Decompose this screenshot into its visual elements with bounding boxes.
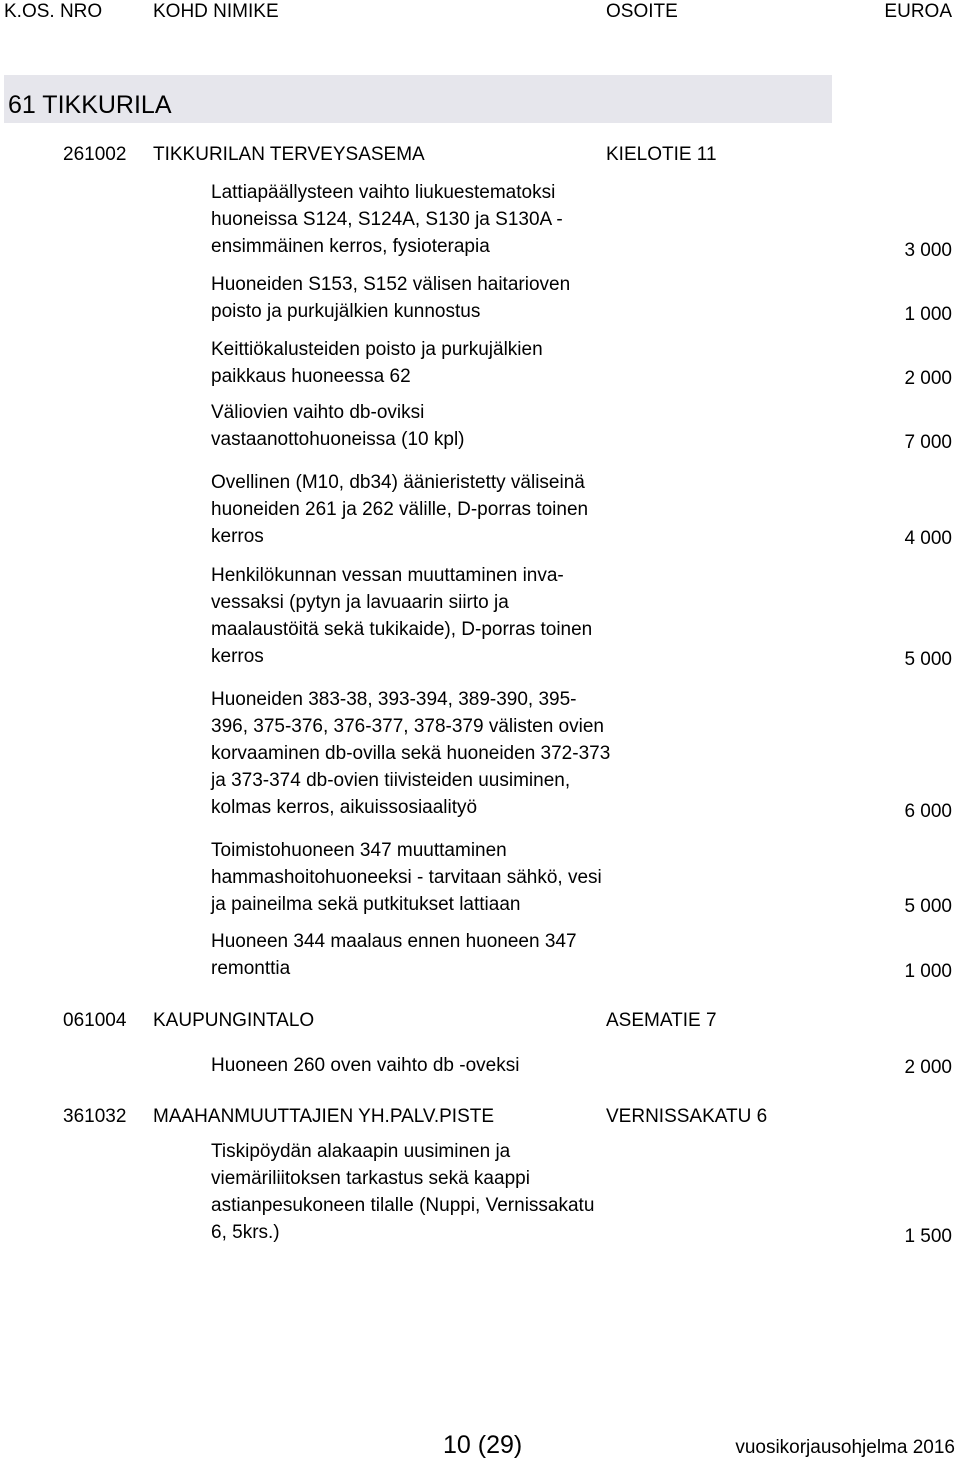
item-description xyxy=(211,1138,611,1246)
item-description xyxy=(211,399,611,453)
item-description-line: Huoneiden S153, S152 välisen haitarioven xyxy=(211,274,571,295)
item-description-line: kolmas kerros, aikuissosiaalityö xyxy=(211,797,478,818)
item-description-line: paikkaus huoneessa 62 xyxy=(211,366,411,387)
site-name: KAUPUNGINTALO xyxy=(153,1010,315,1031)
column-header-name: KOHD NIMIKE xyxy=(153,1,279,22)
item-amount: 1 000 xyxy=(904,304,952,325)
item-description-line: huoneiden 261 ja 262 välille, D-porras toinen xyxy=(211,499,589,520)
item-description-line: Lattiapäällysteen vaihto liukuestematoksi xyxy=(211,182,556,203)
item-description-line: huoneissa S124, S124A, S130 ja S130A - xyxy=(211,209,563,230)
site-address: VERNISSAKATU 6 xyxy=(606,1106,768,1127)
item-description-line: Huoneen 344 maalaus ennen huoneen 347 xyxy=(211,931,577,952)
column-header-euro: EUROA xyxy=(884,1,952,22)
area-title: 61 TIKKURILA xyxy=(8,91,172,119)
item-amount: 3 000 xyxy=(904,240,952,261)
item-description-line: hammashoitohuoneeksi - tarvitaan sähkö, vesi xyxy=(211,867,602,888)
item-description-line: Keittiökalusteiden poisto ja purkujälkien xyxy=(211,339,543,360)
item-amount: 2 000 xyxy=(904,368,952,389)
item-description-line: Ovellinen (M10, db34) äänieristetty väliseinä xyxy=(211,472,585,493)
item-description xyxy=(211,837,611,918)
item-description-line: viemäriliitoksen tarkastus sekä kaappi xyxy=(211,1168,530,1189)
item-description xyxy=(211,271,611,325)
item-description-line: 6, 5krs.) xyxy=(211,1222,280,1243)
item-description-line: maalaustöitä sekä tukikaide), D-porras toinen xyxy=(211,619,593,640)
page-number: 10 (29) xyxy=(443,1431,523,1459)
item-description-line: Väliovien vaihto db-oviksi xyxy=(211,402,425,423)
item-description-line: 396, 375-376, 376-377, 378-379 välisten ovien xyxy=(211,716,604,737)
item-description-line: Huoneiden 383-38, 393-394, 389-390, 395- xyxy=(211,689,577,710)
item-description-line: kerros xyxy=(211,526,264,547)
item-description xyxy=(211,179,611,260)
item-description xyxy=(211,336,611,390)
column-header-address: OSOITE xyxy=(606,1,678,22)
site-name: MAAHANMUUTTAJIEN YH.PALV.PISTE xyxy=(153,1106,495,1127)
item-description-line: astianpesukoneen tilalle (Nuppi, Vernissakatu xyxy=(211,1195,595,1216)
item-description-line: remonttia xyxy=(211,958,291,979)
item-description xyxy=(211,928,611,982)
site-code: 061004 xyxy=(63,1010,127,1031)
item-amount: 4 000 xyxy=(904,528,952,549)
item-description-line: ja paineilma sekä putkitukset lattiaan xyxy=(211,894,521,915)
item-description-line: poisto ja purkujälkien kunnostus xyxy=(211,301,481,322)
item-description-line: ensimmäinen kerros, fysioterapia xyxy=(211,236,490,257)
item-description-line: Henkilökunnan vessan muuttaminen inva- xyxy=(211,565,564,586)
item-description xyxy=(211,686,611,821)
item-description xyxy=(211,1052,611,1079)
item-description-line: korvaaminen db-ovilla sekä huoneiden 372-373 xyxy=(211,743,611,764)
item-amount: 2 000 xyxy=(904,1057,952,1078)
item-description xyxy=(211,469,611,550)
site-address: KIELOTIE 11 xyxy=(606,144,717,165)
item-amount: 1 000 xyxy=(904,961,952,982)
item-description-line: Toimistohuoneen 347 muuttaminen xyxy=(211,840,507,861)
item-description-line: vessaksi (pytyn ja lavuaarin siirto ja xyxy=(211,592,509,613)
item-description xyxy=(211,562,611,670)
item-description-line: kerros xyxy=(211,646,264,667)
site-address: ASEMATIE 7 xyxy=(606,1010,717,1031)
item-description-line: ja 373-374 db-ovien tiivisteiden uusiminen, xyxy=(211,770,571,791)
item-amount: 1 500 xyxy=(904,1226,952,1247)
item-amount: 7 000 xyxy=(904,432,952,453)
site-name: TIKKURILAN TERVEYSASEMA xyxy=(153,144,425,165)
item-amount: 5 000 xyxy=(904,896,952,917)
item-description-line: Tiskipöydän alakaapin uusiminen ja xyxy=(211,1141,511,1162)
site-code: 261002 xyxy=(63,144,127,165)
site-code: 361032 xyxy=(63,1106,127,1127)
item-description-line: Huoneen 260 oven vaihto db -oveksi xyxy=(211,1055,520,1076)
item-amount: 5 000 xyxy=(904,649,952,670)
column-header-code: K.OS. NRO xyxy=(4,1,103,22)
item-description-line: vastaanottohuoneissa (10 kpl) xyxy=(211,429,465,450)
item-amount: 6 000 xyxy=(904,801,952,822)
document-name: vuosikorjausohjelma 2016 xyxy=(735,1437,955,1458)
